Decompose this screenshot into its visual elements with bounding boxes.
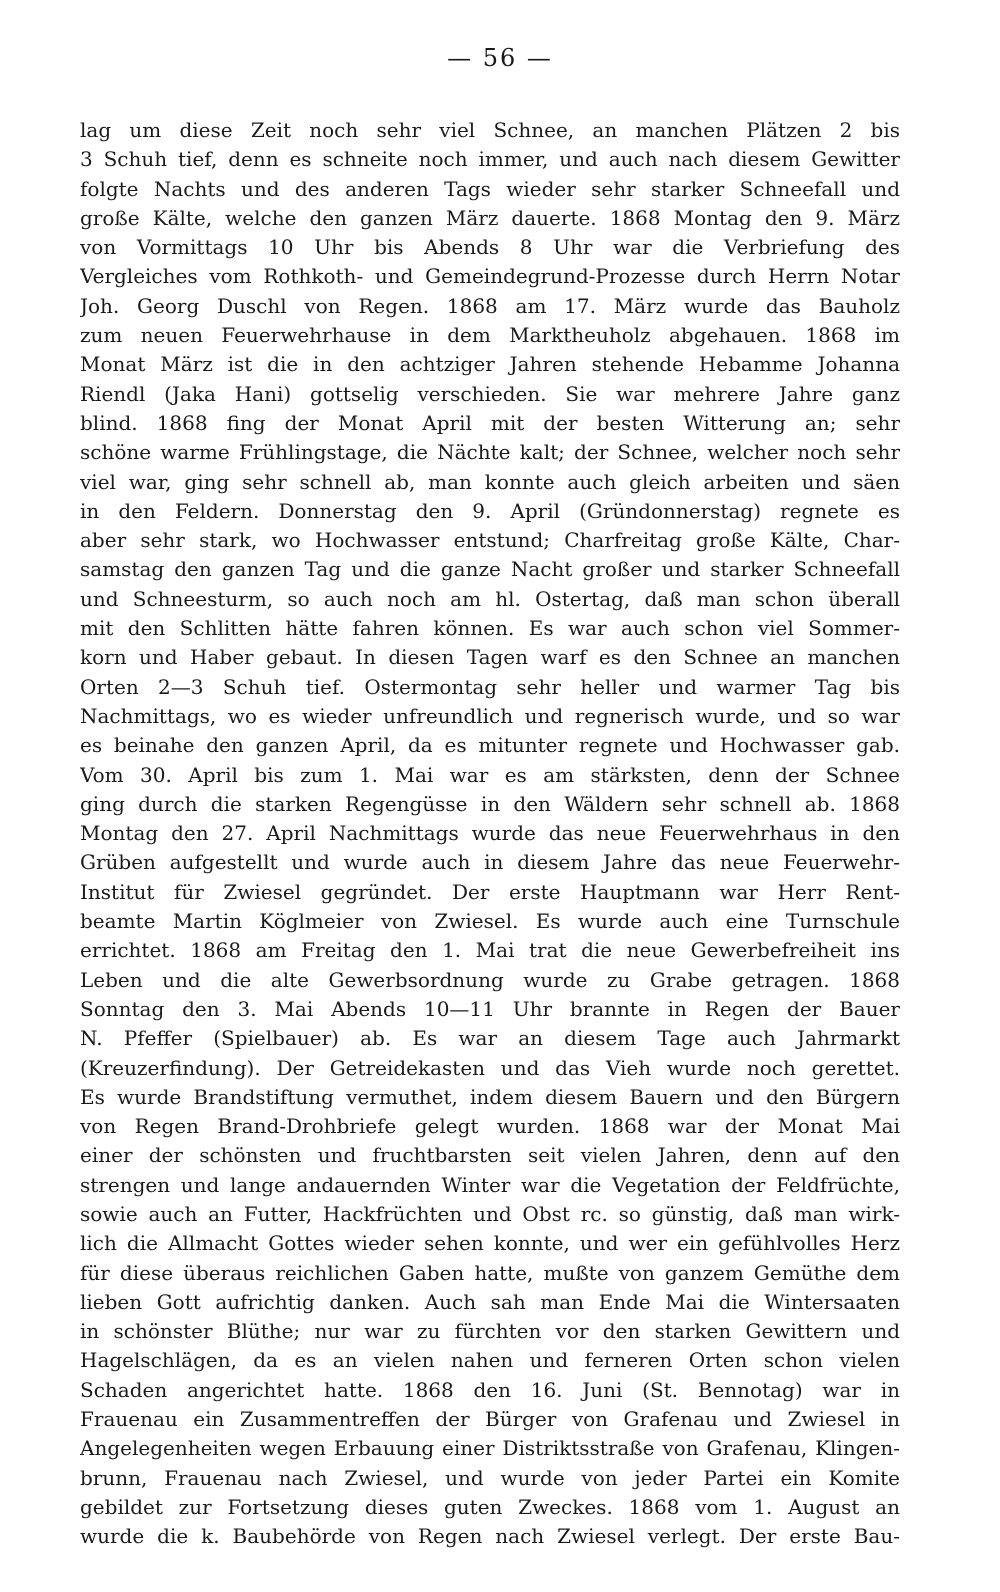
text-line: große Kälte, welche den ganzen März dauerte. 1868 Montag den 9. März bbox=[80, 205, 900, 230]
text-line: sowie auch an Futter, Hackfrüchten und Obst rc. so günstig, daß man wirk- bbox=[80, 1201, 900, 1226]
text-line: von Vormittags 10 Uhr bis Abends 8 Uhr war die Verbriefung des bbox=[80, 235, 900, 260]
text-line: von Regen Brand-Drohbriefe gelegt wurden. 1868 war der Monat Mai bbox=[80, 1114, 900, 1139]
text-line: lag um diese Zeit noch sehr viel Schnee, an manchen Plätzen 2 bis bbox=[80, 118, 900, 142]
text-line: 3 Schuh tief, denn es schneite noch immer, und auch nach diesem Gewitter bbox=[80, 147, 900, 172]
text-line: in schönster Blüthe; nur war zu fürchten vor den starken Gewittern und bbox=[80, 1319, 900, 1344]
text-line: Montag den 27. April Nachmittags wurde das neue Feuerwehrhaus in den bbox=[80, 821, 900, 846]
text-line: Joh. Georg Duschl von Regen. 1868 am 17. März wurde das Bauholz bbox=[80, 293, 900, 318]
text-line: und Schneesturm, so auch noch am hl. Ostertag, daß man schon überall bbox=[80, 586, 900, 611]
text-line: viel war, ging sehr schnell ab, man konnte auch gleich arbeiten und säen bbox=[80, 469, 900, 494]
text-line: Vom 30. April bis zum 1. Mai war es am stärksten, denn der Schnee bbox=[80, 762, 900, 787]
text-line: es beinahe den ganzen April, da es mitunter regnete und Hochwasser gab. bbox=[80, 733, 900, 758]
text-line: aber sehr stark, wo Hochwasser entstund; Charfreitag große Kälte, Char- bbox=[80, 528, 900, 553]
text-line: Sonntag den 3. Mai Abends 10—11 Uhr brannte in Regen der Bauer bbox=[80, 996, 900, 1021]
text-line: zum neuen Feuerwehrhause in dem Marktheuholz abgehauen. 1868 im bbox=[80, 323, 900, 348]
text-line: schöne warme Frühlingstage, die Nächte kalt; der Schnee, welcher noch sehr bbox=[80, 440, 900, 465]
text-line: folgte Nachts und des anderen Tags wieder sehr starker Schneefall und bbox=[80, 176, 900, 201]
text-line: N. Pfeffer (Spielbauer) ab. Es war an diesem Tage auch Jahrmarkt bbox=[80, 1026, 900, 1051]
text-line: lich die Allmacht Gottes wieder sehen konnte, und wer ein gefühlvolles Herz bbox=[80, 1231, 900, 1256]
text-line: wurde die k. Baubehörde von Regen nach Zwiesel verlegt. Der erste Bau- bbox=[80, 1524, 900, 1549]
text-line: Riendl (Jaka Hani) gottselig verschieden. Sie war mehrere Jahre ganz bbox=[80, 381, 900, 406]
text-line: ging durch die starken Regengüsse in den Wäldern sehr schnell ab. 1868 bbox=[80, 791, 900, 816]
text-line: strengen und lange andauernden Winter war die Vegetation der Feldfrüchte, bbox=[80, 1172, 900, 1197]
text-line: einer der schönsten und fruchtbarsten seit vielen Jahren, denn auf den bbox=[80, 1143, 900, 1168]
text-line: in den Feldern. Donnerstag den 9. April (Gründonnerstag) regnete es bbox=[80, 498, 900, 523]
text-line: Vergleiches vom Rothkoth- und Gemeindegrund-Prozesse durch Herrn Notar bbox=[80, 264, 900, 289]
text-line: für diese überaus reichlichen Gaben hatte, mußte von ganzem Gemüthe dem bbox=[80, 1260, 900, 1285]
text-line: brunn, Frauenau nach Zwiesel, und wurde von jeder Partei ein Komite bbox=[80, 1465, 900, 1490]
text-line: Frauenau ein Zusammentreffen der Bürger von Grafenau und Zwiesel in bbox=[80, 1407, 900, 1432]
text-line: lieben Gott aufrichtig danken. Auch sah man Ende Mai die Wintersaaten bbox=[80, 1289, 900, 1314]
text-line: Monat März ist die in den achtziger Jahren stehende Hebamme Johanna bbox=[80, 352, 900, 377]
text-line: Nachmittags, wo es wieder unfreundlich und regnerisch wurde, und so war bbox=[80, 703, 900, 728]
body-text bbox=[80, 116, 900, 1552]
text-line: gebildet zur Fortsetzung dieses guten Zweckes. 1868 vom 1. August an bbox=[80, 1494, 900, 1519]
text-line: korn und Haber gebaut. In diesen Tagen warf es den Schnee an manchen bbox=[80, 645, 900, 670]
text-line: Es wurde Brandstiftung vermuthet, indem diesem Bauern und den Bürgern bbox=[80, 1084, 900, 1109]
text-line: beamte Martin Köglmeier von Zwiesel. Es wurde auch eine Turnschule bbox=[80, 909, 900, 934]
text-line: errichtet. 1868 am Freitag den 1. Mai trat die neue Gewerbefreiheit ins bbox=[80, 938, 900, 963]
page-number: — 56 — bbox=[447, 44, 553, 72]
text-line: Leben und die alte Gewerbsordnung wurde zu Grabe getragen. 1868 bbox=[80, 967, 900, 992]
text-line: samstag den ganzen Tag und die ganze Nacht großer und starker Schneefall bbox=[80, 557, 900, 582]
text-line: Institut für Zwiesel gegründet. Der erste Hauptmann war Herr Rent- bbox=[80, 879, 900, 904]
text-line: Schaden angerichtet hatte. 1868 den 16. Juni (St. Bennotag) war in bbox=[80, 1377, 900, 1402]
text-line: Orten 2—3 Schuh tief. Ostermontag sehr heller und warmer Tag bis bbox=[80, 674, 900, 699]
text-line: mit den Schlitten hätte fahren können. Es war auch schon viel Sommer- bbox=[80, 616, 900, 641]
text-line: Hagelschlägen, da es an vielen nahen und ferneren Orten schon vielen bbox=[80, 1348, 900, 1373]
text-line: (Kreuzerfindung). Der Getreidekasten und das Vieh wurde noch gerettet. bbox=[80, 1055, 900, 1080]
text-line: blind. 1868 fing der Monat April mit der besten Witterung an; sehr bbox=[80, 410, 900, 435]
text-line: Angelegenheiten wegen Erbauung einer Distriktsstraße von Grafenau, Klingen- bbox=[80, 1436, 900, 1461]
text-line: Grüben aufgestellt und wurde auch in diesem Jahre das neue Feuerwehr- bbox=[80, 850, 900, 875]
